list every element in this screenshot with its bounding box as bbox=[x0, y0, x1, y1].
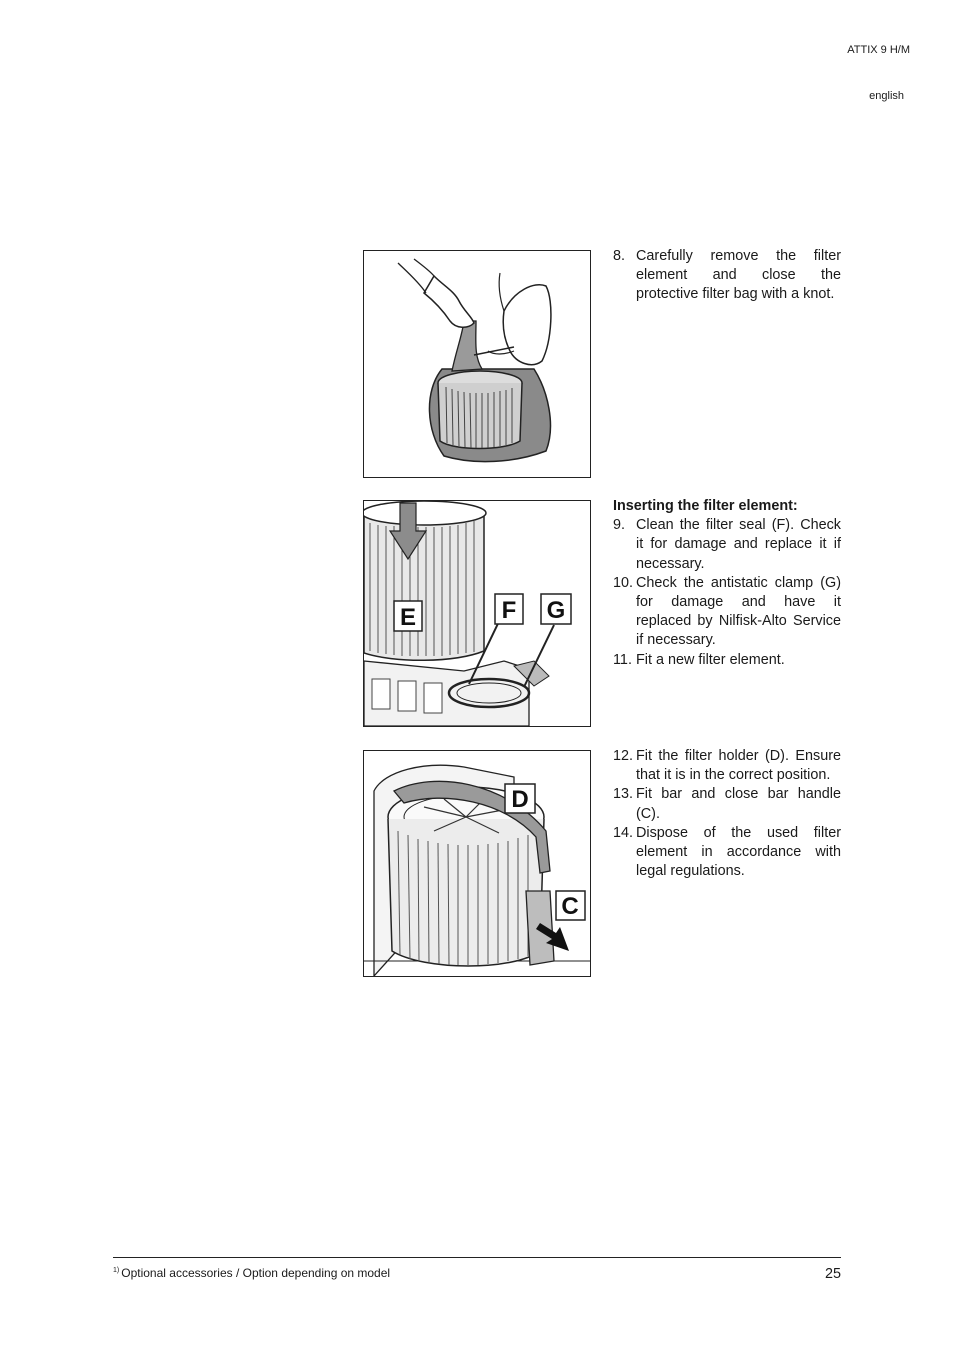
language-label: english bbox=[869, 90, 904, 102]
step-text: Fit the filter holder (D). Ensure that it is in the correct position. bbox=[636, 748, 841, 784]
footnote-text: Optional accessories / Option depending on model bbox=[121, 1266, 391, 1280]
step-number: 8. bbox=[613, 248, 626, 264]
footnote-mark: 1) bbox=[113, 1267, 120, 1274]
section-fit-holder bbox=[613, 747, 841, 881]
step-number: 9. bbox=[613, 517, 626, 534]
section-insert-filter bbox=[613, 497, 841, 670]
label-g: G bbox=[546, 597, 566, 624]
model-name: ATTIX 9 H/M bbox=[847, 44, 910, 56]
step-text: Check the antistatic clamp (G) for damage and have it replaced by Nilfisk-Alto Service if necessary. bbox=[636, 574, 841, 649]
step-number: 10. bbox=[613, 574, 634, 591]
label-f: F bbox=[501, 597, 517, 624]
label-e: E bbox=[399, 604, 417, 631]
step-text: Clean the filter seal (F). Check it for damage and replace it if necessary. bbox=[636, 517, 841, 572]
figure-fit-holder bbox=[363, 750, 591, 977]
step-text: Fit bar and close bar handle (C). bbox=[636, 786, 841, 822]
step-13 bbox=[613, 785, 841, 823]
figure-insert-filter bbox=[363, 500, 591, 727]
figure-remove-filter bbox=[363, 250, 591, 478]
section-heading: Inserting the filter element: bbox=[613, 498, 798, 514]
label-c: C bbox=[561, 893, 579, 920]
fit-holder-illustration bbox=[364, 751, 590, 976]
footnote bbox=[113, 1266, 390, 1280]
step-8 bbox=[613, 247, 841, 305]
step-text: Dispose of the used filter element in accordance with legal regulations. bbox=[636, 824, 841, 880]
insert-filter-illustration bbox=[364, 501, 590, 726]
step-number: 11. bbox=[613, 651, 632, 668]
remove-filter-illustration bbox=[364, 251, 590, 477]
step-11 bbox=[613, 651, 841, 670]
label-d: D bbox=[511, 786, 529, 813]
step-9 bbox=[613, 516, 841, 574]
step-10 bbox=[613, 574, 841, 651]
step-12 bbox=[613, 747, 841, 785]
footer-divider bbox=[113, 1257, 841, 1258]
step-number: 13. bbox=[613, 786, 634, 803]
step-number: 12. bbox=[613, 748, 634, 764]
step-text: Fit a new filter element. bbox=[636, 651, 785, 668]
page-number: 25 bbox=[824, 1266, 841, 1282]
step-14 bbox=[613, 824, 841, 882]
step-number: 14. bbox=[613, 824, 634, 841]
step-text: Carefully remove the filter element and close the protective filter bag with a knot. bbox=[636, 248, 841, 303]
section-remove-filter bbox=[613, 247, 841, 305]
